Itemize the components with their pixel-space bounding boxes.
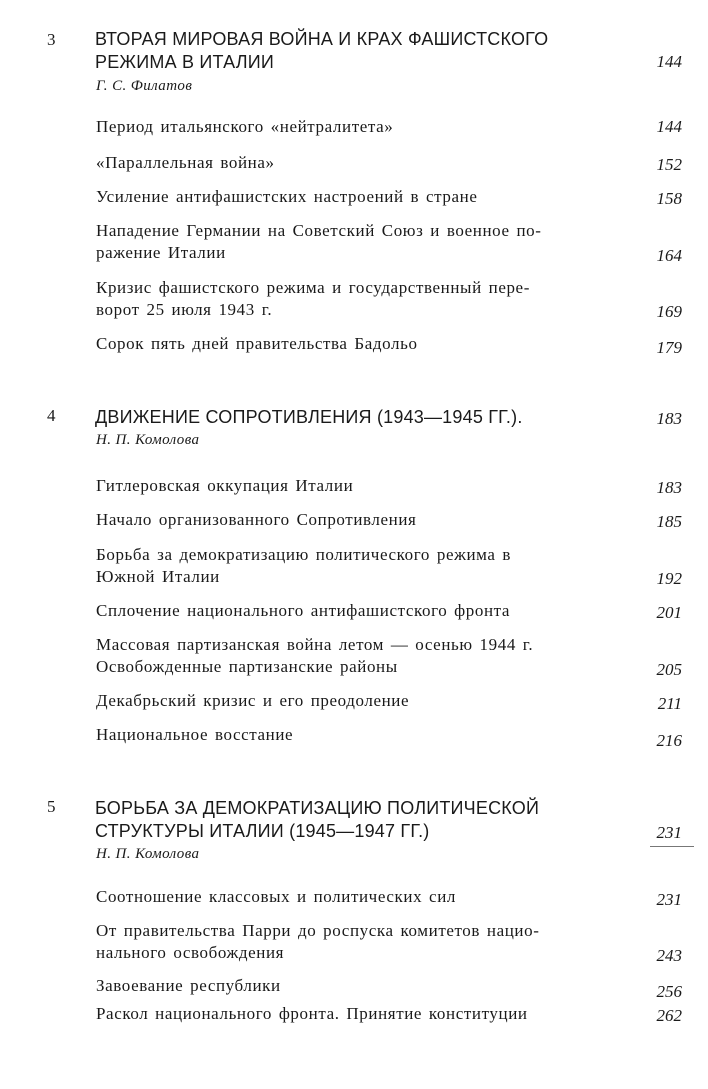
toc-entry-page: 211	[657, 694, 682, 713]
toc-entry-page: 192	[656, 569, 682, 588]
toc-entry-line: Завоевание республики	[96, 976, 281, 995]
toc-entry-line: Национальное восстание	[96, 725, 294, 744]
toc-entry-page: 256	[656, 982, 682, 1001]
toc-entry-line: Декабрьский кризис и его преодоление	[96, 691, 410, 710]
toc-entry-page: 158	[656, 189, 682, 208]
chapter-title-line: РЕЖИМА В ИТАЛИИ	[95, 52, 275, 72]
toc-entry[interactable]	[96, 544, 632, 588]
toc-entry-line: От правительства Парри до роспуска комитетов нацио-	[96, 921, 540, 940]
chapter-author: Г. С. Филатов	[96, 78, 193, 94]
toc-entry-line: нального освобождения	[96, 943, 285, 962]
toc-entry-page: 169	[656, 302, 682, 321]
toc-entry-page: 201	[656, 603, 682, 622]
toc-entry[interactable]	[96, 1003, 632, 1025]
toc-entry-page: 183	[656, 478, 682, 497]
chapter-title-line: ВТОРАЯ МИРОВАЯ ВОЙНА И КРАХ ФАШИСТСКОГО	[95, 29, 549, 49]
toc-entry[interactable]	[96, 690, 632, 712]
chapter-author: Н. П. Комолова	[96, 432, 200, 448]
chapter-title[interactable]	[95, 406, 620, 429]
toc-entry-line: Сплочение национального антифашистского фронта	[96, 601, 511, 620]
chapter-title[interactable]	[95, 28, 620, 74]
toc-entry[interactable]	[96, 152, 632, 174]
toc-entry-line: ворот 25 июля 1943 г.	[96, 300, 273, 319]
toc-entry-page: 179	[656, 338, 682, 357]
chapter-page-number: 183	[656, 409, 682, 428]
toc-entry-line: Гитлеровская оккупация Италии	[96, 476, 354, 495]
toc-entry-line: Сорок пять дней правительства Бадольо	[96, 334, 418, 353]
chapter-title-line: ДВИЖЕНИЕ СОПРОТИВЛЕНИЯ (1943—1945 ГГ.).	[95, 407, 523, 427]
toc-entry[interactable]	[96, 333, 632, 355]
toc-entry-page: 231	[656, 890, 682, 909]
chapter-author: Н. П. Комолова	[96, 846, 200, 862]
toc-entry[interactable]	[96, 475, 632, 497]
toc-entry-page: 144	[656, 117, 682, 136]
toc-entry-line: Кризис фашистского режима и государственный пере-	[96, 278, 530, 297]
toc-entry-line: ражение Италии	[96, 243, 226, 262]
toc-entry-line: Массовая партизанская война летом — осенью 1944 г.	[96, 635, 534, 654]
chapter-number: 3	[47, 30, 56, 49]
toc-entry-page: 243	[656, 946, 682, 965]
chapter-title[interactable]	[95, 797, 620, 843]
toc-entry-page: 152	[656, 155, 682, 174]
chapter-number: 4	[47, 406, 56, 425]
toc-entry[interactable]	[96, 220, 632, 264]
chapter-title-line: СТРУКТУРЫ ИТАЛИИ (1945—1947 ГГ.)	[95, 821, 430, 841]
toc-entry-line: Начало организованного Сопротивления	[96, 510, 417, 529]
chapter-title-line: БОРЬБА ЗА ДЕМОКРАТИЗАЦИЮ ПОЛИТИЧЕСКОЙ	[95, 798, 540, 818]
toc-entry[interactable]	[96, 920, 632, 964]
page-number-underline	[650, 846, 694, 847]
toc-entry[interactable]	[96, 886, 632, 908]
toc-entry[interactable]	[96, 600, 632, 622]
toc-entry-page: 216	[656, 731, 682, 750]
toc-entry-line: Южной Италии	[96, 567, 220, 586]
toc-entry-page: 205	[656, 660, 682, 679]
toc-entry-page: 262	[656, 1006, 682, 1025]
chapter-page-number: 231	[656, 823, 682, 842]
toc-entry-page: 164	[656, 246, 682, 265]
toc-entry-line: Освобожденные партизанские районы	[96, 657, 398, 676]
toc-entry-page: 185	[656, 512, 682, 531]
toc-entry-line: Нападение Германии на Советский Союз и военное по-	[96, 221, 542, 240]
toc-entry-line: Соотношение классовых и политических сил	[96, 887, 456, 906]
toc-entry-line: Период итальянского «нейтралитета»	[96, 117, 394, 136]
toc-entry[interactable]	[96, 277, 632, 321]
toc-entry[interactable]	[96, 634, 632, 678]
toc-entry[interactable]	[96, 116, 632, 138]
toc-entry[interactable]	[96, 509, 632, 531]
toc-entry-line: Борьба за демократизацию политического режима в	[96, 545, 512, 564]
toc-entry-line: Раскол национального фронта. Принятие конституции	[96, 1004, 528, 1023]
toc-entry-line: Усиление антифашистских настроений в стране	[96, 187, 478, 206]
toc-entry[interactable]	[96, 186, 632, 208]
chapter-page-number: 144	[656, 52, 682, 71]
toc-entry-line: «Параллельная война»	[96, 153, 275, 172]
chapter-number: 5	[47, 797, 56, 816]
toc-entry[interactable]	[96, 975, 632, 997]
toc-entry[interactable]	[96, 724, 632, 746]
